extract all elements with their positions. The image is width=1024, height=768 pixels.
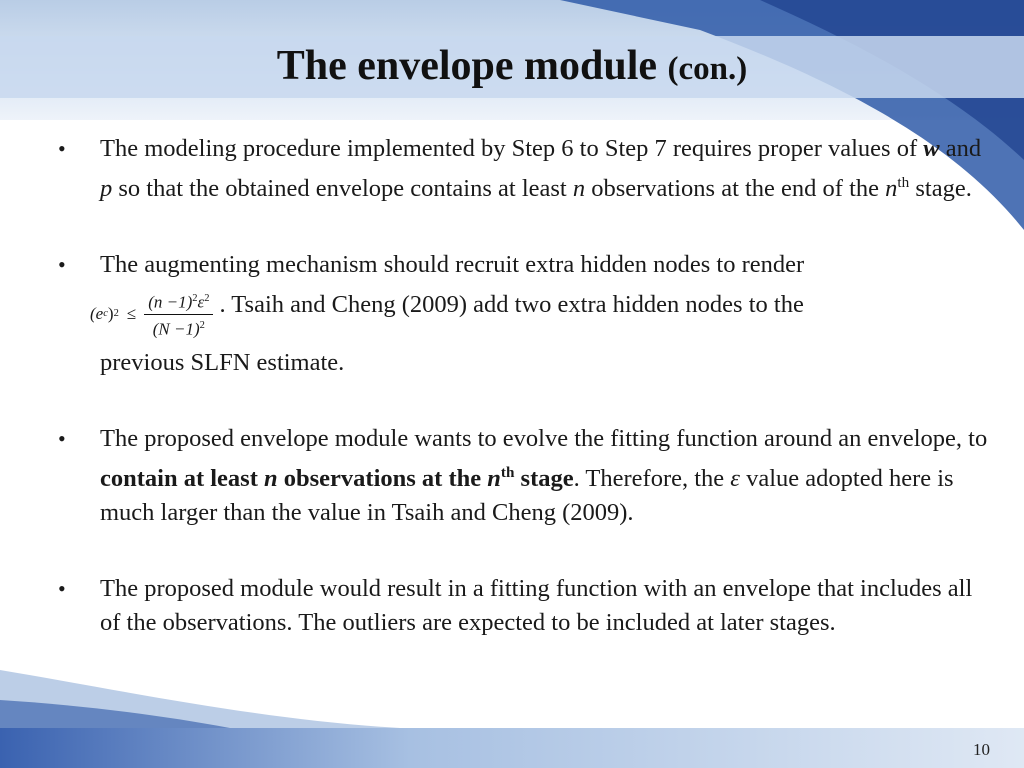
text: observations at the end of the (585, 175, 886, 203)
title-suffix: (con.) (667, 51, 748, 87)
bold-text: observations at the (277, 465, 488, 493)
var-n: n (572, 175, 586, 203)
denominator-text: (N −1) (152, 319, 200, 339)
superscript: th (500, 464, 515, 482)
var-w: w (923, 135, 940, 162)
formula-epsilon: ε (197, 292, 205, 312)
bullet-1 (58, 132, 998, 206)
text: and (939, 135, 982, 162)
formula-pow: 2 (113, 308, 119, 320)
bullet-2 (58, 248, 998, 380)
formula-lhs: (e (90, 304, 104, 324)
bullet-4 (58, 572, 998, 640)
text: The modeling procedure implemented by Step 6 to Step 7 requires proper values of (100, 135, 924, 162)
formula-relation: ≤ (126, 304, 137, 324)
bullet-2-line1: The augmenting mechanism should recruit extra hidden nodes to render (100, 251, 805, 279)
formula-pow: 2 (192, 293, 198, 304)
formula-lhs-sup: c (103, 308, 108, 320)
superscript: th (897, 174, 910, 191)
formula-paren: ) (107, 304, 114, 324)
var-n: n (487, 465, 501, 493)
bold-text: contain at least (100, 465, 264, 493)
formula-line (90, 282, 998, 346)
bullet-dot: • (58, 426, 66, 452)
text: stage. (909, 175, 972, 203)
text: value adopted here is much larger than the value in Tsaih and Cheng (2009). (100, 465, 954, 527)
text: The proposed envelope module wants to evolve the fitting function around an envelope, to (100, 425, 988, 453)
bullet-dot: • (58, 252, 66, 278)
footer-band (0, 728, 1024, 768)
formula-fraction (144, 288, 213, 340)
formula-numerator (144, 288, 213, 315)
page-number: 10 (973, 740, 990, 759)
formula-pow: 2 (204, 293, 210, 304)
bullet-list (58, 132, 998, 640)
text: . Therefore, the (573, 465, 731, 493)
var-p: p (100, 175, 113, 203)
epsilon-symbol: ε (730, 465, 740, 493)
numerator-text: (n −1) (148, 292, 193, 312)
inequality-formula (90, 288, 213, 340)
bullet-3 (58, 422, 998, 530)
formula-denominator (153, 315, 205, 341)
var-n: n (264, 465, 278, 493)
slide-title (0, 42, 1024, 90)
text: so that the obtained envelope contains at least (112, 175, 573, 203)
bullet-dot: • (58, 136, 66, 161)
var-n: n (885, 175, 898, 203)
text: The proposed module would result in a fitting function with an envelope that includes all of the observations. The outliers are expected to be included at later stages. (100, 575, 973, 637)
bullet-dot: • (58, 576, 66, 602)
formula-pow: 2 (199, 319, 205, 331)
title-main: The envelope module (276, 43, 658, 89)
bullet-2-line3: previous SLFN estimate. (100, 349, 345, 377)
bold-text: stage (514, 465, 574, 493)
bullet-2-line2: . Tsaih and Cheng (2009) add two extra hidden nodes to the (219, 291, 804, 319)
